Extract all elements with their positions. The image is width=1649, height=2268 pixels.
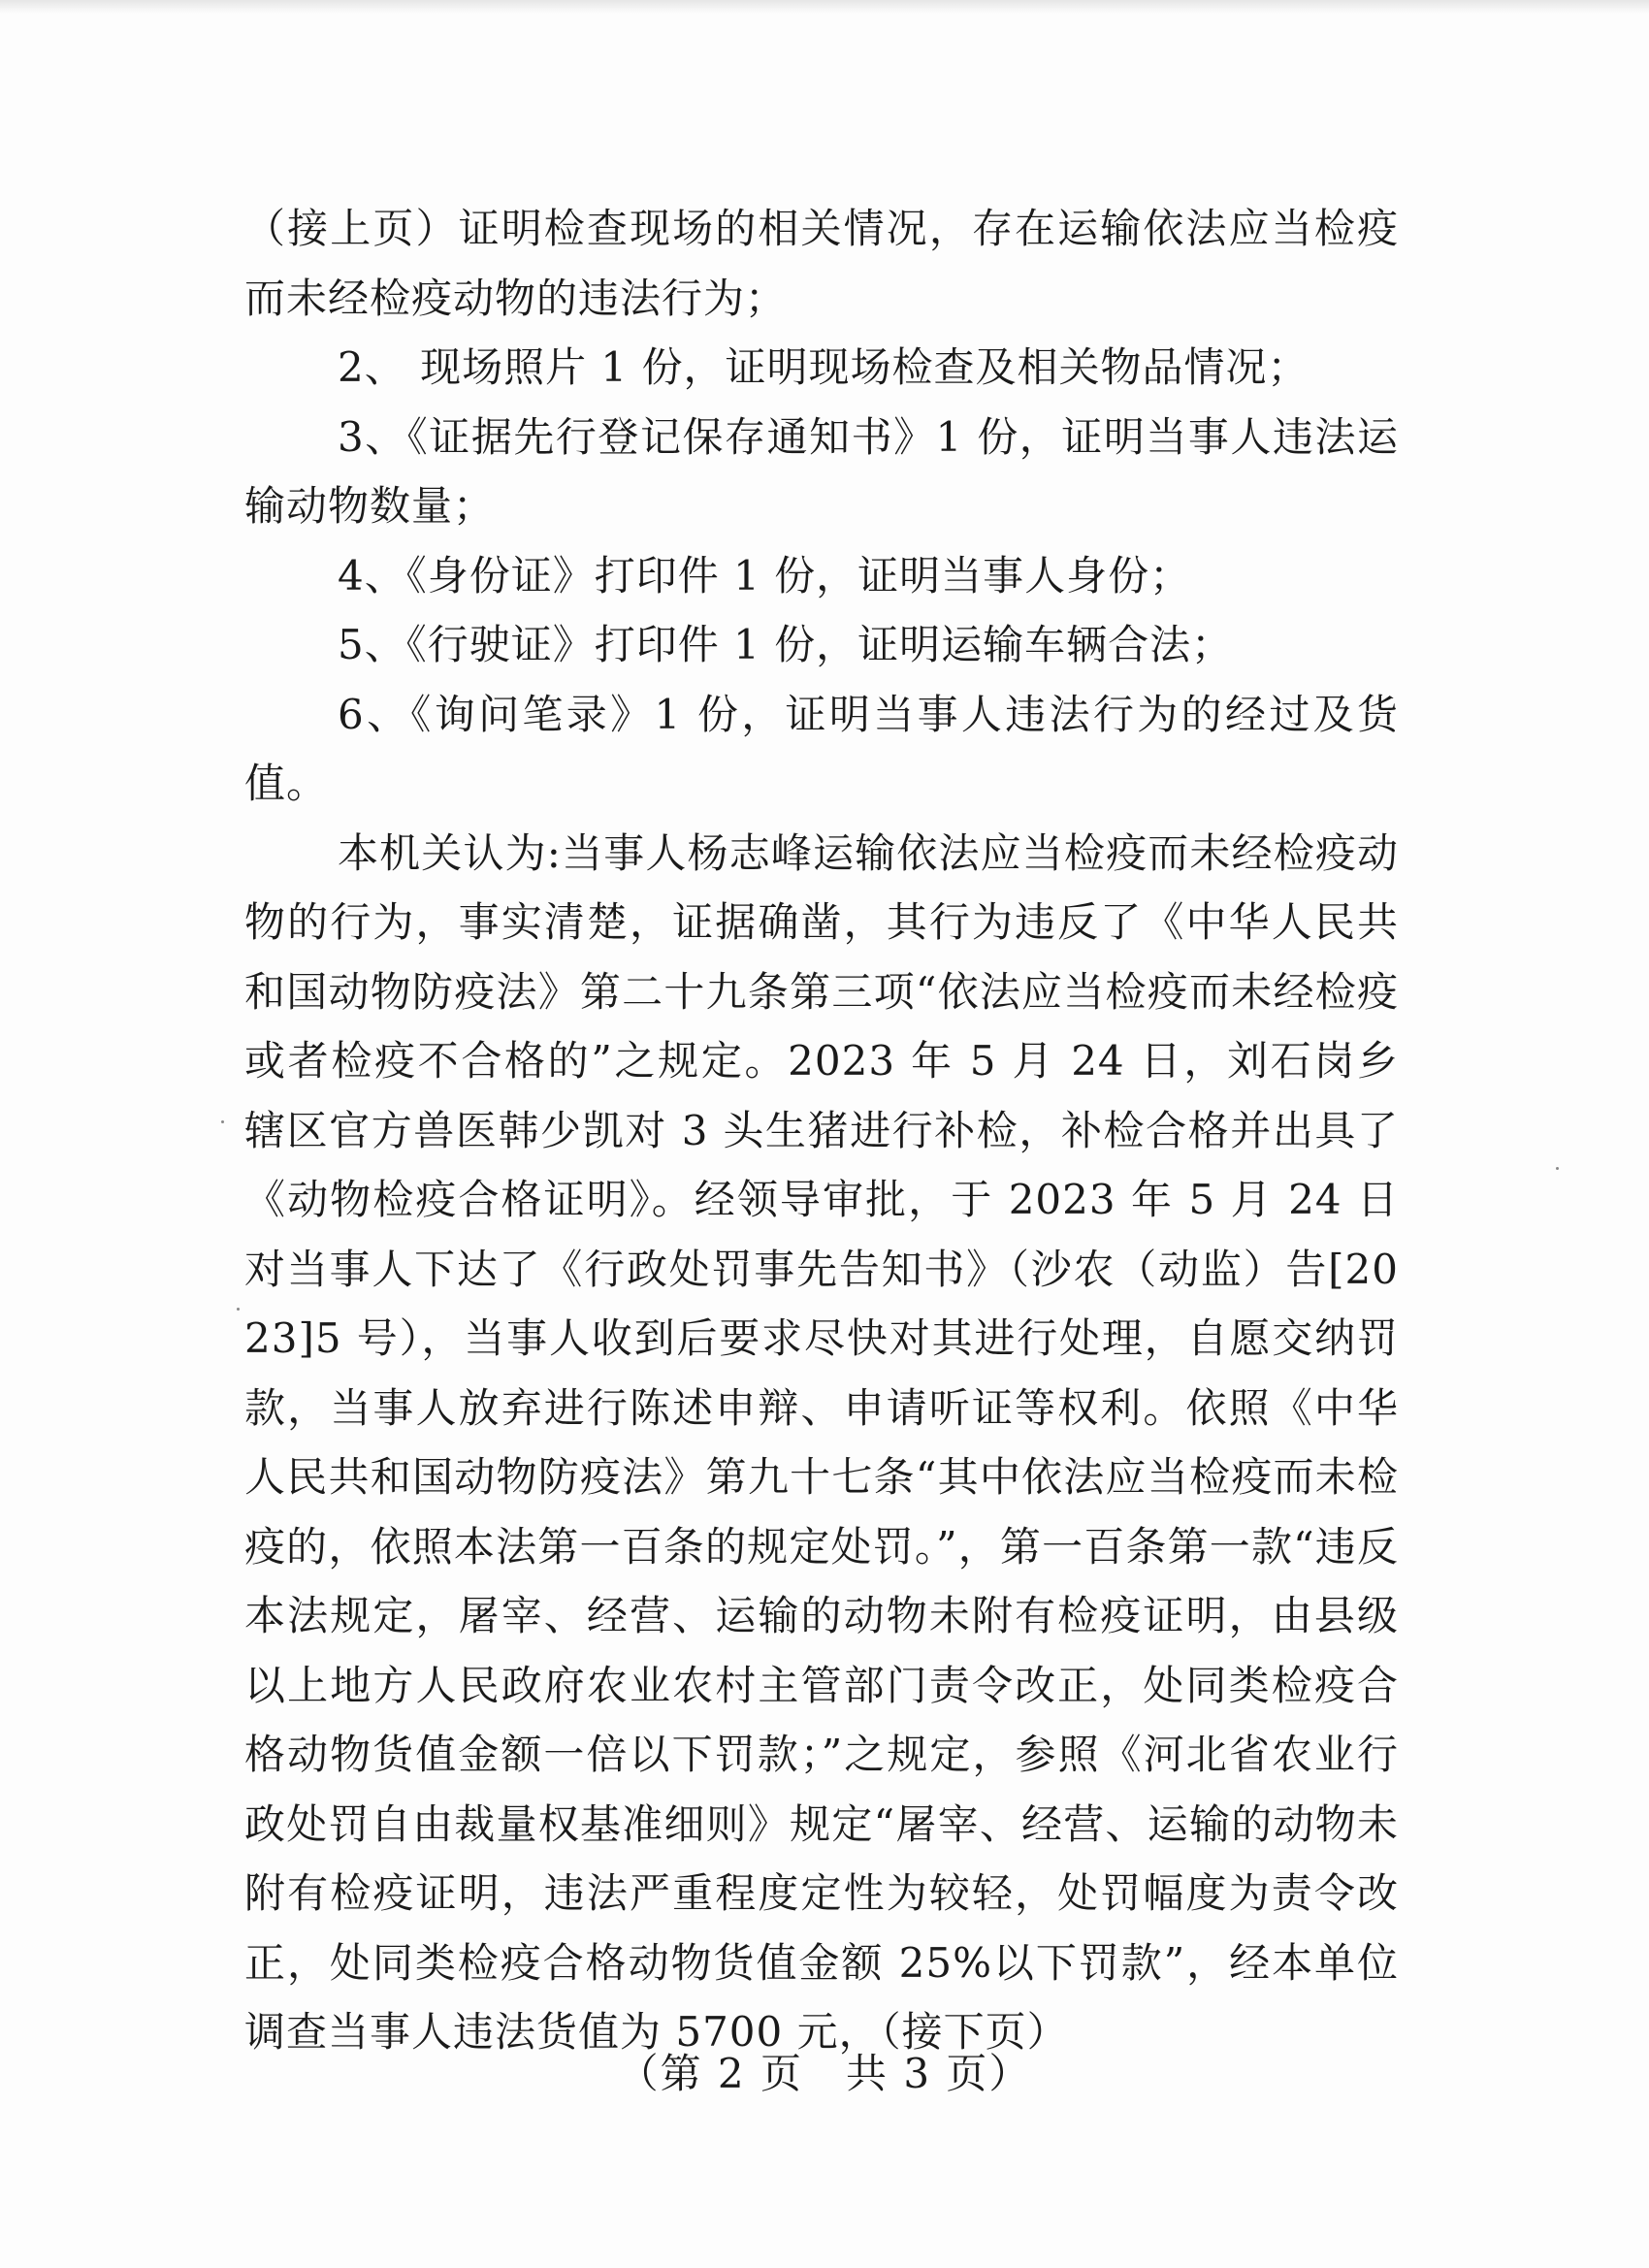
scan-speck bbox=[221, 1120, 224, 1123]
evidence-item-6: 6、《询问笔录》1 份，证明当事人违法行为的经过及货值。 bbox=[244, 690, 1399, 807]
document-body bbox=[244, 194, 1399, 2067]
evidence-item-2: 2、 现场照片 1 份，证明现场检查及相关物品情况； bbox=[338, 343, 1310, 391]
evidence-item-3: 3、《证据先行登记保存通知书》1 份，证明当事人违法运输动物数量； bbox=[244, 412, 1399, 530]
page-number-footer: （第 2 页 共 3 页） bbox=[617, 2050, 1032, 2097]
paragraph-conclusion: 本机关认为:当事人杨志峰运输依法应当检疫而未经检疫动物的行为，事实清楚，证据确凿，其行为违反了《中华人民共和国动物防疫法》第二十九条第三项“依法应当检疫而未经检疫或者检疫不合格的”之规定。2023 年 5 月 24 日，刘石岗乡辖区官方兽医韩少凯对 3 头生猪进行补检，补检合格并出具了《动物检疫合格证明》。经领导审批，于 2023 年 5 月 24 日对当事人下达了《行政处罚事先告知书》（沙农（动监）告[2023]5 号），当事人收到后要求尽快对其进行处理，自愿交纳罚款，当事人放弃进行陈述申辩、申请听证等权利。依照《中华人民共和国动物防疫法》第九十七条“其中依法应当检疫而未检疫的，依照本法第一百条的规定处罚。”，第一百条第一款“违反本法规定，屠宰、经营、运输的动物未附有检疫证明，由县级以上地方人民政府农业农村主管部门责令改正，处同类检疫合格动物货值金额一倍以下罚款；”之规定，参照《河北省农业行政处罚自由裁量权基准细则》规定“屠宰、经营、运输的动物未附有检疫证明，违法严重程度定性为较轻，处罚幅度为责令改正，处同类检疫合格动物货值金额 25%以下罚款”，经本单位调查当事人违法货值为 5700 元，（接下页） bbox=[244, 828, 1399, 2056]
evidence-item-4: 4、《身份证》打印件 1 份，证明当事人身份； bbox=[338, 551, 1192, 599]
paragraph-continuation: （接上页）证明检查现场的相关情况，存在运输依法应当检疫而未经检疫动物的违法行为； bbox=[244, 205, 1399, 322]
scan-speck bbox=[237, 1308, 240, 1311]
evidence-item-5: 5、《行驶证》打印件 1 份，证明运输车辆合法； bbox=[338, 621, 1234, 668]
scan-edge-shadow bbox=[0, 0, 1649, 14]
scan-speck bbox=[1556, 1167, 1559, 1170]
